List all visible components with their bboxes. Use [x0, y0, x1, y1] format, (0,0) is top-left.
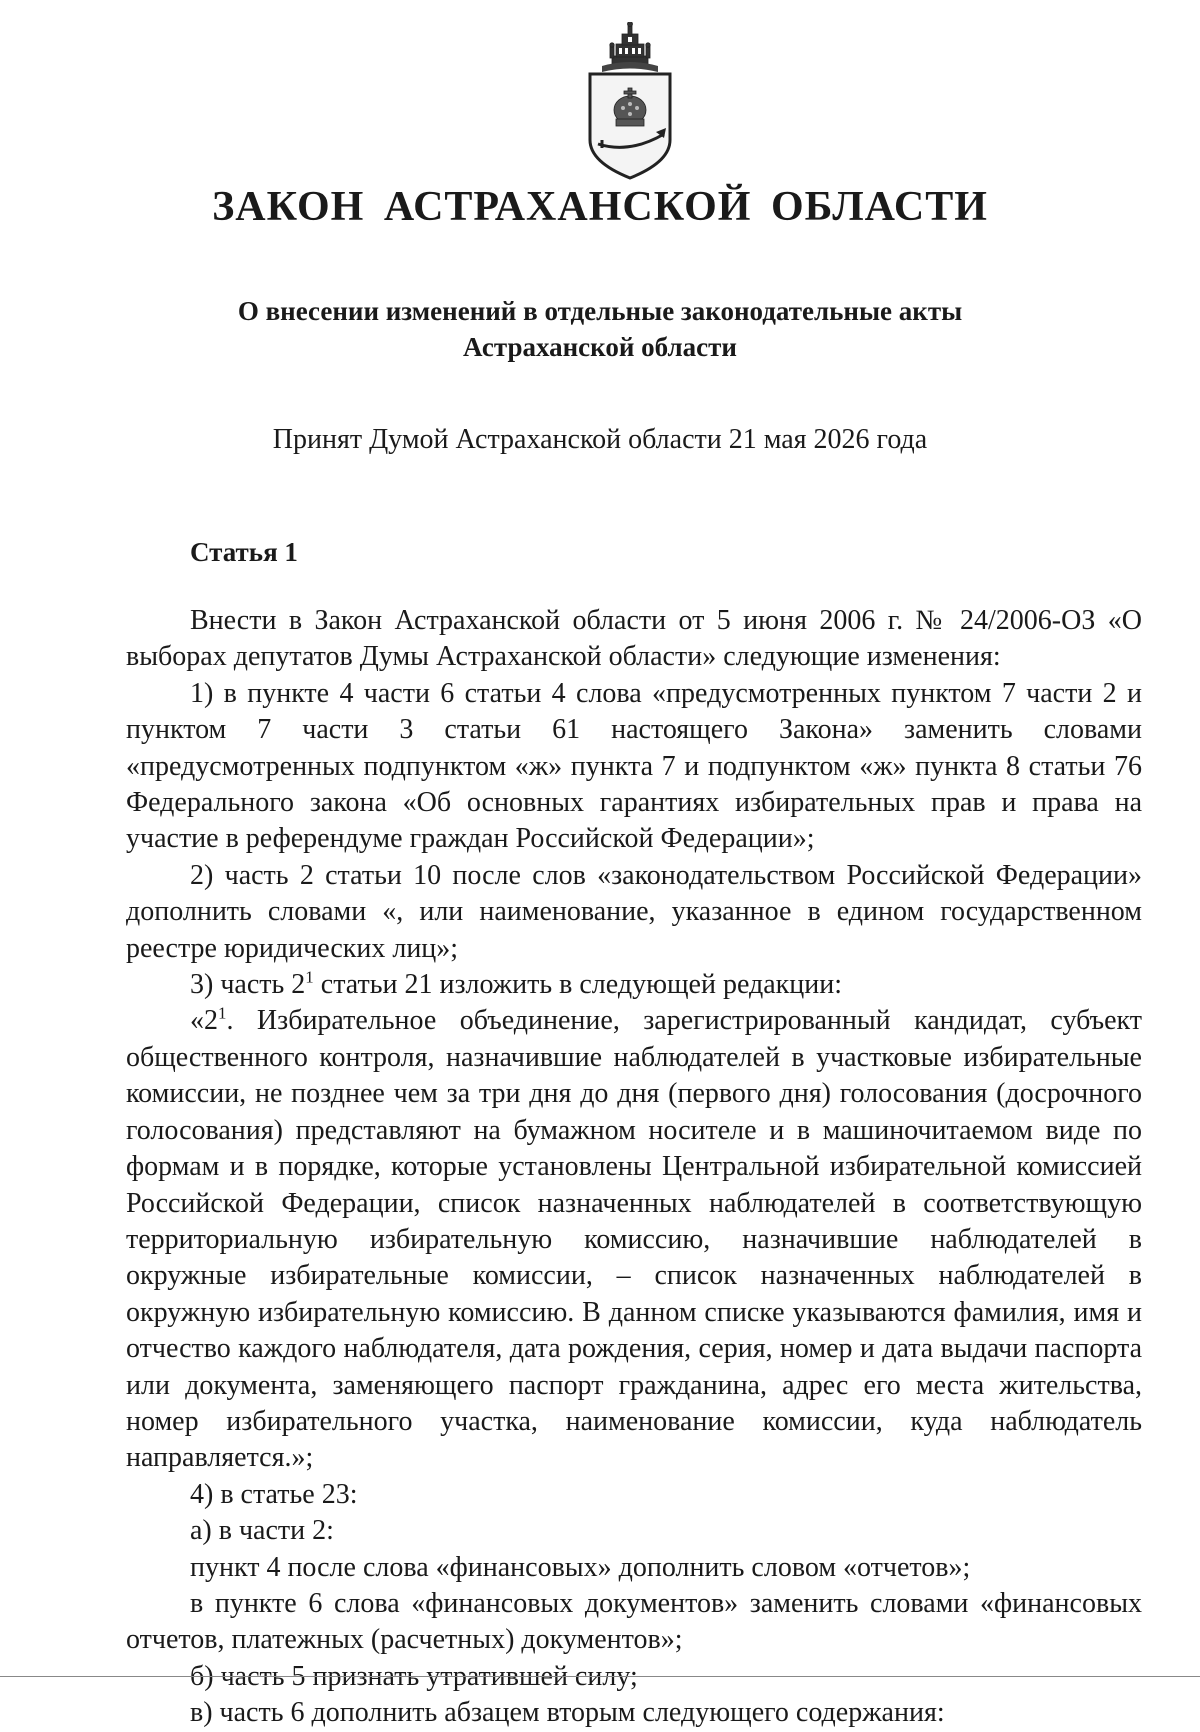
law-title: ЗАКОН АСТРАХАНСКОЙ ОБЛАСТИ: [212, 184, 988, 230]
subject-line-1: О внесении изменений в отдельные законодательные акты: [237, 296, 963, 326]
paragraph-quoted-part: [126, 1003, 1142, 1476]
item-3-text-start: 3) часть 2: [190, 969, 306, 1001]
subject-line-2: Астраханской области: [463, 332, 737, 362]
paragraph-item-2: 2) часть 2 статьи 10 после слов «законодательством Российской Федерации» дополнить словами «, или наименование, указанное в едином государственном реестре юридических лиц»;: [126, 859, 1142, 964]
quoted-part-number: «2: [190, 1005, 218, 1037]
paragraph-subitem-a: а) в части 2:: [190, 1515, 334, 1547]
page-edge-rule: [0, 1676, 1200, 1677]
law-subject: [0, 293, 1200, 365]
paragraph-clause-6: в пункте 6 слова «финансовых документов» заменить словами «финансовых отчетов, платежных (расчетных) документов»;: [126, 1587, 1142, 1656]
paragraph-item-4: 4) в статье 23:: [190, 1478, 358, 1510]
article-body: [126, 603, 1142, 1732]
paragraph-item-3: [126, 967, 1142, 1003]
paragraph-subitem-b: б) часть 5 признать утратившей силу;: [190, 1660, 638, 1692]
quoted-part-text: . Избирательное объединение, зарегистрированный кандидат, субъект общественного контроля, назначившие наблюдателей в участковые избирательные комиссии, не позднее чем за три дня до дня (первого дня) голосования (досрочного голосования) представляют на бумажном носителе и в машиночитаемом виде по формам и в порядке, которые установлены Центральной избирательной комиссией Российской Федерации, список назначенных наблюдателей в соответствующую территориальную избирательную комиссию, назначившие наблюдателей в окружные избирательные комиссии, – список назначенных наблюдателей в окружную избирательную комиссию. В данном списке указываются фамилия, имя и отчество каждого наблюдателя, дата рождения, серия, номер и дата выдачи паспорта или документа, заменяющего паспорт гражданина, адрес его места жительства, номер избирательного участка, наименование комиссии, куда наблюдатель направляется.»;: [126, 1005, 1142, 1474]
paragraph-clause-4: пункт 4 после слова «финансовых» дополнить словом «отчетов»;: [190, 1551, 971, 1583]
paragraph-item-1: 1) в пункте 4 части 6 статьи 4 слова «предусмотренных пунктом 7 части 2 и пунктом 7 части 3 статьи 61 настоящего Закона» заменить словами «предусмотренных подпунктом «ж» пункта 7 и подпунктом «ж» пункта 8 статьи 76 Федерального закона «Об основных гарантиях избирательных прав и права на участие в референдуме граждан Российской Федерации»;: [126, 677, 1142, 855]
adoption-date: Принят Думой Астраханской области 21 мая 2026 года: [272, 424, 928, 455]
quoted-part-superscript: 1: [218, 1004, 227, 1024]
article-heading: Статья 1: [190, 537, 298, 567]
item-3-text-end: статьи 21 изложить в следующей редакции:: [313, 969, 843, 1001]
astrakhan-coat-of-arms-icon: [572, 22, 688, 182]
item-3-superscript: 1: [305, 967, 314, 987]
paragraph-subitem-v: в) часть 6 дополнить абзацем вторым следующего содержания:: [190, 1697, 945, 1729]
paragraph-intro: Внести в Закон Астраханской области от 5 июня 2006 г. № 24/2006-ОЗ «О выборах депутатов Думы Астраханской области» следующие изменения:: [126, 605, 1142, 673]
